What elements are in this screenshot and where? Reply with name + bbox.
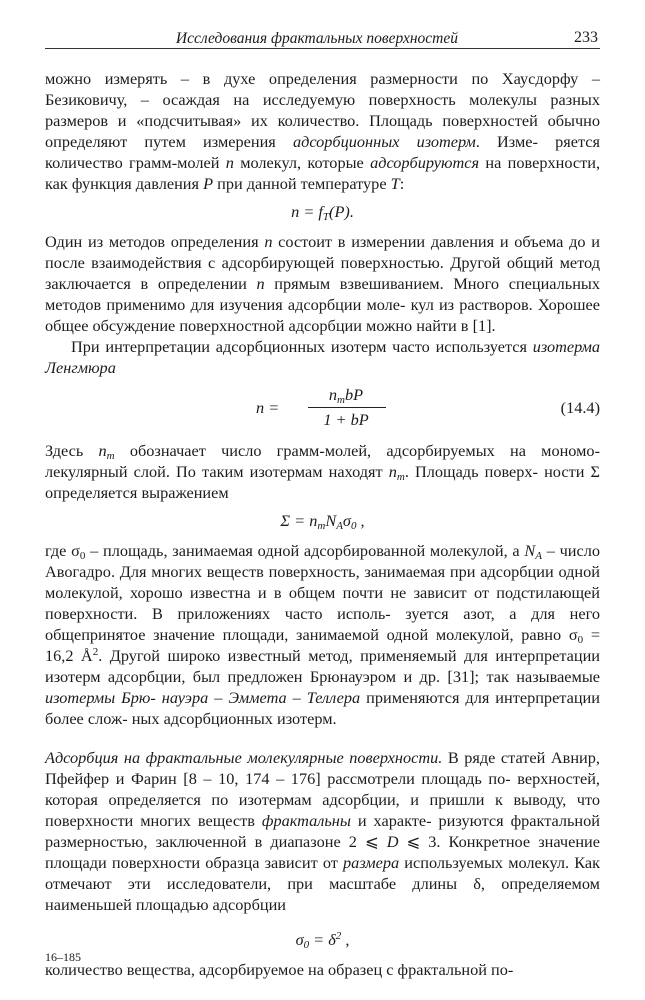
running-header — [45, 28, 600, 49]
paragraph-langmuir: При интерпретации адсорбционных изотерм часто используется изотерма Ленгмюра — [45, 337, 600, 377]
equation-sigma: $\Sigma = n_mN_A\sigma_0$ , — [280, 511, 365, 532]
page-number: 233 — [574, 29, 598, 46]
equation-langmuir: n = $n_mbP$ 1 + bP (14.4) — [256, 385, 600, 429]
paragraph-final: количество вещества, адсорбируемое на образец с фрактальной по- — [45, 960, 514, 979]
equation-number: (14.4) — [560, 398, 600, 417]
running-title: Исследования фрактальных поверхностей — [175, 30, 458, 47]
paragraph-methods: Один из методов определения n состоит в измерении давления и объема до и после взаимодействия с адсорбирующей поверхностью. Другой общий метод заключается в определении n прямым взвешиванием. Много специальных методов применимо для изучения адсорбции моле- кул из растворов. Хорошее общее обсуждение поверхностной адсорбции можно найти в [1]. — [45, 232, 601, 335]
equation-n-of-p: $n = f_T(P)$. — [291, 202, 354, 223]
paragraph-intro: можно измерять – в духе определения размерности по Хаусдорфу – Безиковичу, – осаждая на исследуемую поверхность молекулы разных размеров и «подсчитывая» их количество. Площадь поверхностей обычно определяют путем измерения адсорбционных изотерм. Изме- ряется количество грамм-молей n молекул, которые адсорбируются на поверхности, как функция давления P при данной температуре T: — [45, 69, 601, 193]
section-heading: Адсорбция на фрактальные молекулярные поверхности. — [45, 748, 443, 767]
equation-delta: $\sigma_0 = \delta^2$ , — [295, 930, 350, 951]
paragraph-avogadro: где $\sigma_0$ – площадь, занимаемая одной адсорбированной молекулой, а $N_A$ – число Авогадро. Для многих веществ поверхность, занимаемая при адсорбции одной молекулой, хорошо известна и в общем почти не зависит от подстилающей поверхности. В приложениях часто исполь- зуется азот, а для него общепринятое значение площади, занимаемой одной молекулой, равно $\sigma_0 = 16,2$ $Å^2$. Другой широко известный метод, применяемый для интерпретации изотерм адсорбции, был предложен Брюнауэром и др. [31]; так называемые изотермы Брю- науэра – Эммета – Теллера применяются для интерпретации более слож- ных адсорбционных изотерм. — [45, 541, 601, 728]
body-text — [45, 68, 600, 980]
paragraph-fractal-adsorption: Адсорбция на фрактальные молекулярные поверхности. В ряде статей Авнир, Пфейфер и Фарин [8 – 10, 174 – 176] рассмотрели площадь по- верхностей, которая определяется по изотермам адсорбции, и пришли к выводу, что поверхности многих веществ фрактальны и характе- ризуются фрактальной размерностью, заключенной в диапазоне 2 ⩽ D ⩽ 3. Конкретное значение площади поверхности образца зависит от размера используемых молекул. Как отмечают эти исследователи, при масштабе длины δ, определяемом наименьшей площадью адсорбции — [45, 748, 601, 914]
signature-mark: 16–185 — [45, 950, 81, 964]
paragraph-monolayer: Здесь $n_m$ обозначает число грамм-молей, адсорбируемых на мономо- лекулярный слой. По таким изотермам находят $n_m$. Площадь поверх- ности Σ определяется выражением — [45, 441, 600, 502]
